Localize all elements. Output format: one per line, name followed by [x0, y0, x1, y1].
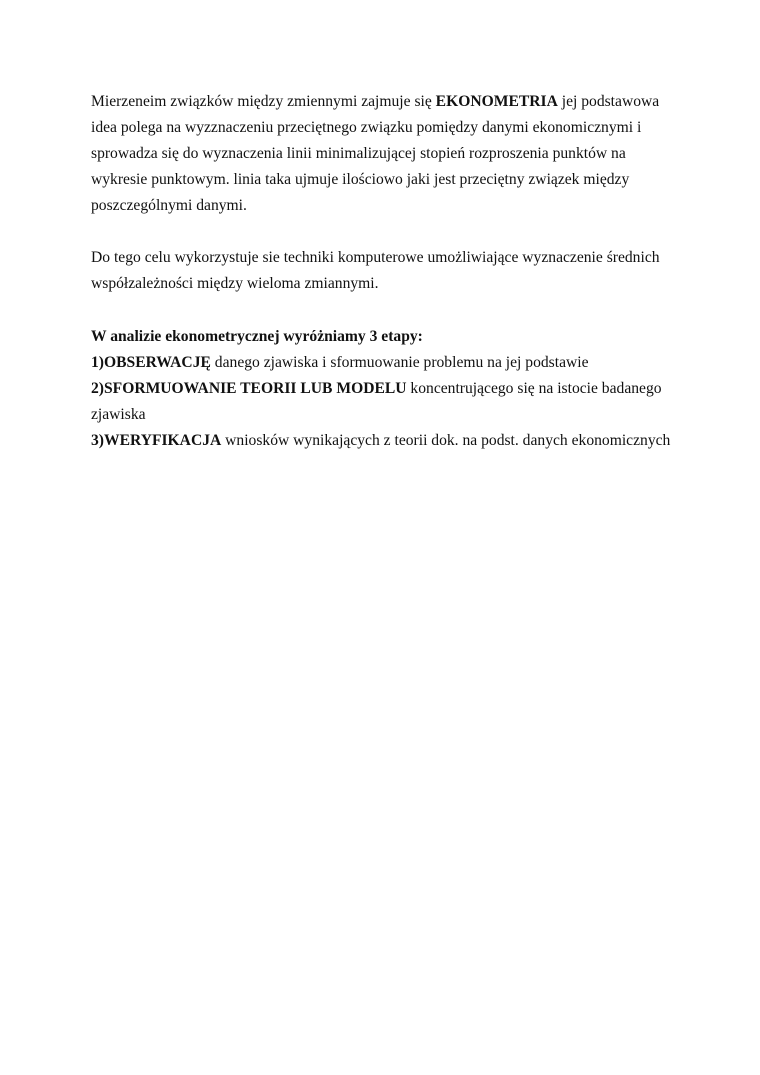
- stage-2-text: koncentrującego się na istocie badanego zjawiska: [91, 380, 662, 423]
- stage-item-observation: [91, 350, 671, 376]
- stage-1-label: 1)OBSERWACJĘ: [91, 354, 211, 371]
- stage-2-label: 2)SFORMUOWANIE TEORII LUB MODELU: [91, 380, 407, 397]
- paragraph1-body: jej podstawowa idea polega na wyzznaczeniu przeciętnego związku pomiędzy danymi ekonomicznymi i sprowadza się do wyznaczenia linii minimalizującej stopień rozproszenia punktów na wykresie punktowym. linia taka ujmuje ilościowo jaki jest przeciętny związek między poszczególnymi danymi.: [91, 93, 660, 214]
- paragraph1-intro: Mierzeneim związków między zmiennymi zajmuje się: [91, 93, 436, 110]
- stage-item-theory-model: [91, 376, 671, 428]
- stages-heading: W analizie ekonometrycznej wyróżniamy 3 etapy:: [91, 328, 423, 345]
- stage-1-text: danego zjawiska i sformuowanie problemu na jej podstawie: [210, 354, 589, 371]
- stage-item-verification: [91, 428, 671, 454]
- paragraph-computer-techniques: Do tego celu wykorzystuje sie techniki komputerowe umożliwiające wyznaczenie średnich współzależności między wieloma zmiannymi.: [91, 249, 660, 292]
- stage-3-label: 3)WERYFIKACJA: [91, 432, 222, 449]
- document-body: [91, 89, 671, 454]
- term-econometrics: EKONOMETRIA: [435, 93, 558, 110]
- stage-3-text: wniosków wynikających z teorii dok. na podst. danych ekonomicznych: [221, 432, 671, 449]
- paragraph-econometrics-definition: [91, 89, 671, 219]
